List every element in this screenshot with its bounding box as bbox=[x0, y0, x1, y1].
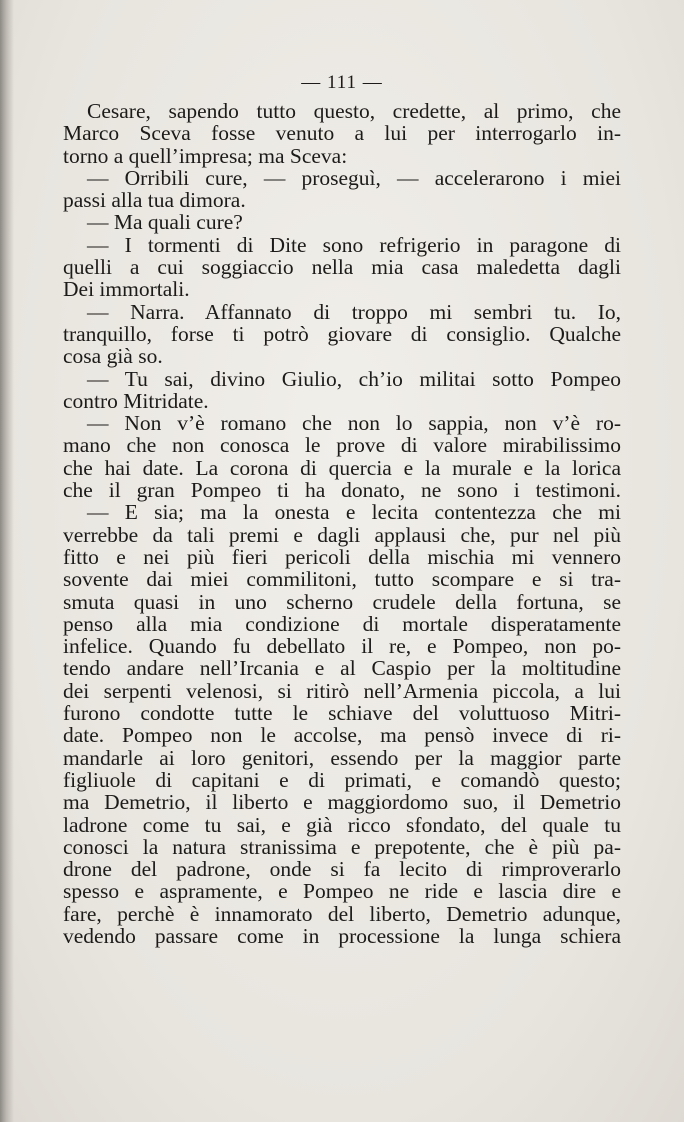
text-line: che hai date. La corona di quercia e la murale e la lorica bbox=[63, 455, 621, 480]
text-line: — Tu sai, divino Giulio, ch’io militai sotto Pompeo bbox=[87, 366, 621, 391]
text-line: vedendo passare come in processione la lunga schiera bbox=[63, 923, 621, 948]
text-line: figliuole di capitani e di primati, e comandò questo; bbox=[63, 767, 621, 792]
text-line: furono condotte tutte le schiave del voluttuoso Mitri- bbox=[63, 701, 621, 726]
text-line: — Orribili cure, — proseguì, — accelerarono i miei bbox=[87, 165, 621, 190]
text-line: che il gran Pompeo ti ha donato, ne sono i testimoni. bbox=[63, 478, 621, 503]
text-line: dei serpenti velenosi, si ritirò nell’Armenia piccola, a lui bbox=[63, 678, 621, 703]
body-text bbox=[63, 100, 621, 947]
text-line: sovente dai miei commilitoni, tutto scompare e si tra- bbox=[63, 567, 621, 592]
text-line: drone del padrone, onde si fa lecito di rimproverarlo bbox=[63, 857, 621, 882]
text-line: tranquillo, forse ti potrò giovare di consiglio. Qualche bbox=[63, 321, 621, 346]
text-line: ma Demetrio, il liberto e maggiordomo suo, il Demetrio bbox=[63, 790, 621, 815]
text-line: — I tormenti di Dite sono refrigerio in paragone di bbox=[87, 232, 621, 257]
text-line: cosa già so. bbox=[63, 344, 163, 369]
text-line: mano che non conosca le prove di valore mirabilissimo bbox=[63, 433, 621, 458]
text-line: contro Mitridate. bbox=[63, 388, 209, 413]
text-line: Dei immortali. bbox=[63, 277, 190, 302]
text-line: mandarle ai loro genitori, essendo per la maggior parte bbox=[63, 745, 621, 770]
text-line: ladrone come tu sai, e già ricco sfondato, del quale tu bbox=[63, 812, 621, 837]
text-line: verrebbe da tali premi e dagli applausi che, pur nel più bbox=[63, 522, 621, 547]
text-line: Cesare, sapendo tutto questo, credette, al primo, che bbox=[87, 99, 621, 123]
text-line: smuta quasi in uno scherno crudele della fortuna, se bbox=[63, 589, 621, 614]
text-line: spesso e aspramente, e Pompeo ne ride e lascia dire e bbox=[63, 879, 621, 904]
binding-shadow bbox=[0, 0, 14, 1122]
text-line: — Narra. Affannato di troppo mi sembri tu. Io, bbox=[87, 299, 621, 324]
page-number: — 111 — bbox=[301, 72, 383, 93]
text-line: passi alla tua dimora. bbox=[63, 188, 246, 213]
text-line: — E sia; ma la onesta e lecita contentezza che mi bbox=[87, 500, 621, 525]
text-line: quelli a cui soggiaccio nella mia casa maledetta dagli bbox=[63, 255, 621, 280]
text-line: infelice. Quando fu debellato il re, e Pompeo, non po- bbox=[63, 634, 621, 659]
text-line: date. Pompeo non le accolse, ma pensò invece di ri- bbox=[63, 723, 621, 748]
text-line: fare, perchè è innamorato del liberto, Demetrio adunque, bbox=[63, 901, 621, 926]
text-line: conosci la natura stranissima e prepotente, che è più pa- bbox=[63, 834, 621, 859]
text-line: — Non v’è romano che non lo sappia, non v’è ro- bbox=[87, 411, 621, 436]
text-line: torno a quell’impresa; ma Sceva: bbox=[63, 143, 348, 168]
text-line: penso alla mia condizione di mortale disperatamente bbox=[63, 611, 621, 636]
text-line: — Ma quali cure? bbox=[87, 210, 243, 235]
text-line: fitto e nei più fieri pericoli della mischia mi vennero bbox=[63, 544, 621, 569]
text-line: Marco Sceva fosse venuto a lui per interrogarlo in- bbox=[63, 121, 621, 146]
text-line: tendo andare nell’Ircania e al Caspio per la moltitudine bbox=[63, 656, 621, 681]
